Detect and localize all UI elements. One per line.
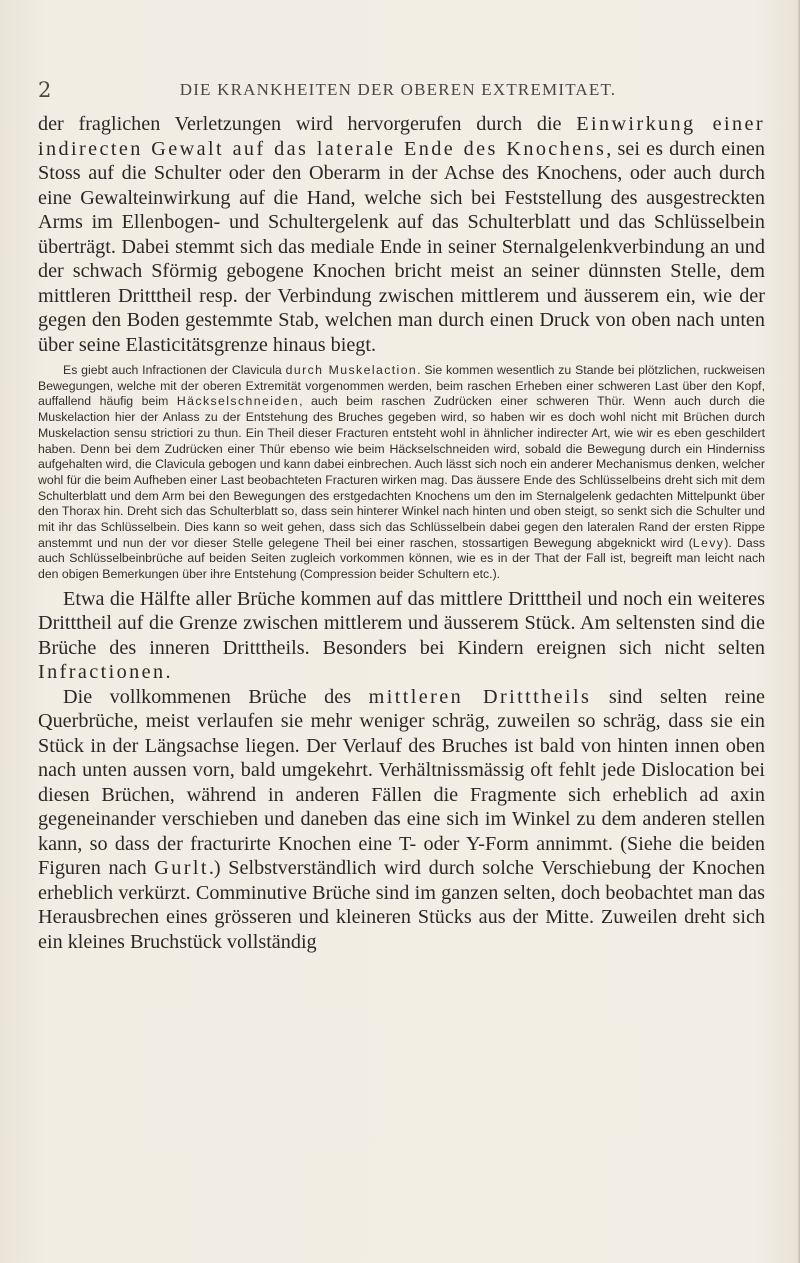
spaced-emphasis: Häckselschneiden: [176, 394, 300, 409]
page-number: 2: [38, 78, 52, 102]
text-run: , sei es durch einen Stoss auf die Schulter oder den Oberarm in der Achse des Knochens, oder auch durch eine Gewalteinwirkung auf die Hand, welche sich bei Feststellung des ausgestreckten Arms im Ellenbogen- und Schultergelenk auf das Schulterblatt und das Schlüsselbein überträgt. Dabei stemmt sich das mediale Ende in seiner Sternalgelenkverbindung an und der schwach Sförmig gebogene Knochen bricht meist an seiner dünnsten Stelle, dem mittleren Dritttheil resp. der Verbindung zwischen mittlerem und äusserem ein, wie der gegen den Boden gestemmte Stab, welchen man durch einen Druck von oben nach unten über seine Elasticitätsgrenze hinaus biegt.: [38, 137, 765, 356]
text-run: , auch beim raschen Zudrücken einer schweren Thür. Wenn auch durch die Muskelaction hier der Anlass zu der Entstehung des Bruches gegeben wird, so haben wir es doch wohl nicht mit Brüchen durch Muskelaction sensu strictiori zu thun. Ein Theil dieser Fracturen entsteht wohl in ähnlicher indirecter Art, wie wir es eben geschildert haben. Denn bei dem Zudrücken einer Thür ebenso wie beim Häckselschneiden wird, sobald die Bewegung durch ein Hinderniss aufgehalten wird, die Clavicula gebogen und kann dabei einbrechen. Auch lässt sich noch ein anderer Mechanismus denken, welcher wohl für die beim Aufheben einer Last beobachteten Fracturen wirken mag. Das äussere Ende des Schlüsselbeins dreht sich mit dem Schulterblatt und dem Arm bei den Bewegungen des erstgedachten Knochens um den im Sternalgelenk gedachten Mittelpunkt über den Thorax hin. Dreht sich das Schulterblatt so, dass sein hinterer Winkel nach hinten und oben steigt, so senkt sich die Schulter und mit ihr das Schlüsselbein. Dies kann so weit gehen, dass sich das Schlüsselbein dabei gegen den lateralen Rand der ersten Rippe anstemmt und nun der vor dieser Stelle gelegene Theil bei einer raschen, stossartigen Bewegung abgeknickt wird (: [38, 394, 766, 550]
page-header: [38, 78, 758, 104]
text-run: Etwa die Hälfte aller Brüche kommen auf das mittlere Dritttheil und noch ein weiteres Dritttheil auf die Grenze zwischen mittlerem und äusserem Stück. Am seltensten sind die Brüche des inneren Dritttheils. Besonders bei Kindern ereignen sich nicht selten: [38, 587, 765, 659]
spaced-emphasis: Einwirkung einer indirecten Gewalt auf das laterale Ende des Knochens: [38, 113, 765, 160]
text-run: der fraglichen Verletzungen wird hervorgerufen durch die: [38, 113, 577, 135]
spaced-emphasis: mittleren Dritttheils: [368, 685, 592, 708]
text-run: Die vollkommenen Brüche des: [63, 685, 369, 708]
text-run: Es giebt auch Infractionen der Clavicula: [63, 363, 286, 377]
paragraph-middle-third: [38, 685, 765, 955]
paragraph-indirect-force: [38, 112, 765, 357]
spaced-emphasis: Infractionen: [38, 661, 166, 684]
body-text: [38, 112, 765, 954]
text-run: . Sie kommen wesentlich zu Stande bei plötzlichen, ruckweisen Bewegungen, welche mit der oberen Extremität vorgenommen werden, beim raschen Erheben einer schweren Last über den Kopf, auffallend häufig beim: [38, 363, 765, 409]
spaced-emphasis: Levy: [692, 535, 725, 550]
text-run: sind selten reine Querbrüche, meist verlaufen sie mehr weniger schräg, zuweilen so schräg, dass sie ein Stück in der Längsachse liegen. Der Verlauf des Bruches ist bald von hinten innen oben nach unten aussen vorn, bald umgekehrt. Verhältnissmässig oft fehlt jede Dislocation bei diesen Brüchen, während in anderen Fällen die Fragmente sich erheblich ad axin gegeneinander verschieben und daneben das eine sich im Winkel zu dem anderen stellen kann, so dass der fracturirte Knochen eine T- oder Y-Form annimmt. (Siehe die beiden Figuren nach: [38, 685, 765, 880]
text-run: .) Selbstverständlich wird durch solche Verschiebung der Knochen erheblich verkürzt. Comminutive Brüche sind im ganzen selten, doch beobachtet man das Herausbrechen eines grösseren und kleineren Stücks aus der Mitte. Zuweilen dreht sich ein kleines Bruchstück vollständig: [38, 857, 765, 953]
spaced-emphasis: Gurlt: [154, 857, 209, 880]
text-run: ). Dass auch Schlüsselbeinbrüche auf beiden Seiten zugleich vorkommen können, wie es in der That der Fall ist, begreift man leicht nach den obigen Bemerkungen über ihre Entstehung (Compression beider Schultern etc.).: [38, 535, 765, 582]
spaced-emphasis: durch Muskelaction: [285, 363, 418, 377]
text-run: .: [165, 661, 171, 684]
running-title: DIE KRANKHEITEN DER OBEREN EXTREMITAET.: [179, 80, 617, 99]
note-muscle-action: [38, 363, 765, 583]
paragraph-frequency: [38, 587, 765, 685]
